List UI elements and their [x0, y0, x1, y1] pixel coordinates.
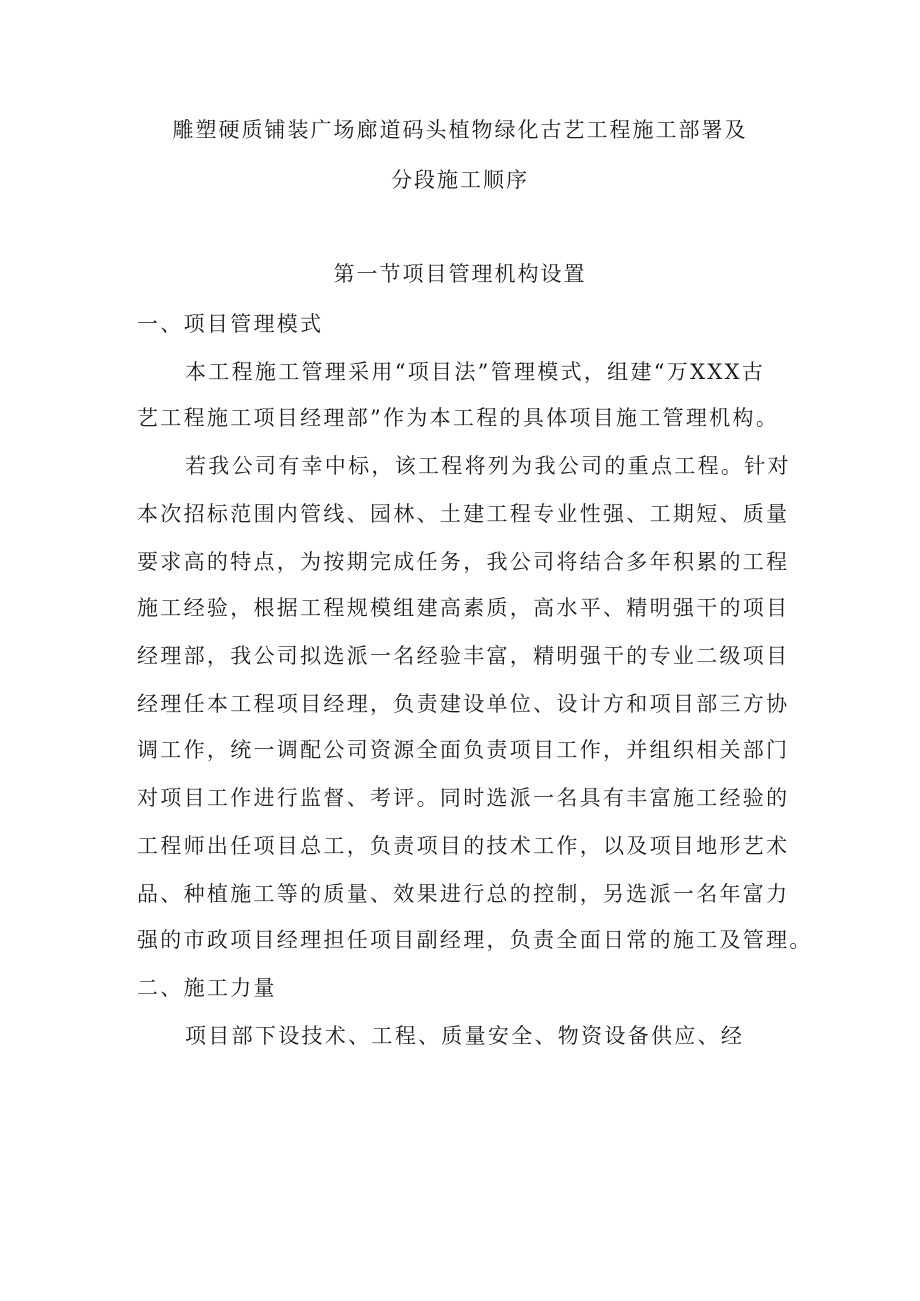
- paragraph-line: 本工程施工管理采用“项目法”管理模式，组建“万XXX古: [185, 360, 766, 384]
- paragraph-line: 施工经验，根据工程规模组建高素质，高水平、精明强干的项目: [137, 596, 790, 620]
- subheading-construction-force: 二、施工力量: [137, 976, 277, 1000]
- document-title-line-2: 分段施工顺序: [391, 168, 529, 192]
- paragraph-line: 要求高的特点，为按期完成任务，我公司将结合多年积累的工程: [137, 550, 790, 574]
- paragraph-line: 经理任本工程项目经理，负责建设单位、设计方和项目部三方协: [137, 692, 790, 716]
- paragraph-line: 本次招标范围内管线、园林、土建工程专业性强、工期短、质量: [137, 502, 790, 526]
- paragraph-line: 对项目工作进行监督、考评。同时选派一名具有丰富施工经验的: [137, 786, 790, 810]
- paragraph-line: 工程师出任项目总工，负责项目的技术工作，以及项目地形艺术: [137, 834, 790, 858]
- paragraph-line: 若我公司有幸中标，该工程将列为我公司的重点工程。针对: [185, 454, 791, 478]
- paragraph-line: 调工作，统一调配公司资源全面负责项目工作，并组织相关部门: [137, 738, 790, 762]
- section-heading: 第一节项目管理机构设置: [333, 262, 587, 286]
- document-title-line-1: 雕塑硬质铺装广场廊道码头植物绿化古艺工程施工部署及: [172, 118, 748, 142]
- paragraph-line: 项目部下设技术、工程、质量安全、物资设备供应、经: [185, 1024, 745, 1048]
- paragraph-line: 艺工程施工项目经理部”作为本工程的具体项目施工管理机构。: [137, 406, 780, 430]
- paragraph-line: 经理部，我公司拟选派一名经验丰富，精明强干的专业二级项目: [137, 644, 790, 668]
- paragraph-line: 强的市政项目经理担任项目副经理，负责全面日常的施工及管理。: [137, 928, 813, 952]
- paragraph-line: 品、种植施工等的质量、效果进行总的控制，另选派一名年富力: [137, 882, 790, 906]
- subheading-project-management-mode: 一、项目管理模式: [137, 312, 324, 336]
